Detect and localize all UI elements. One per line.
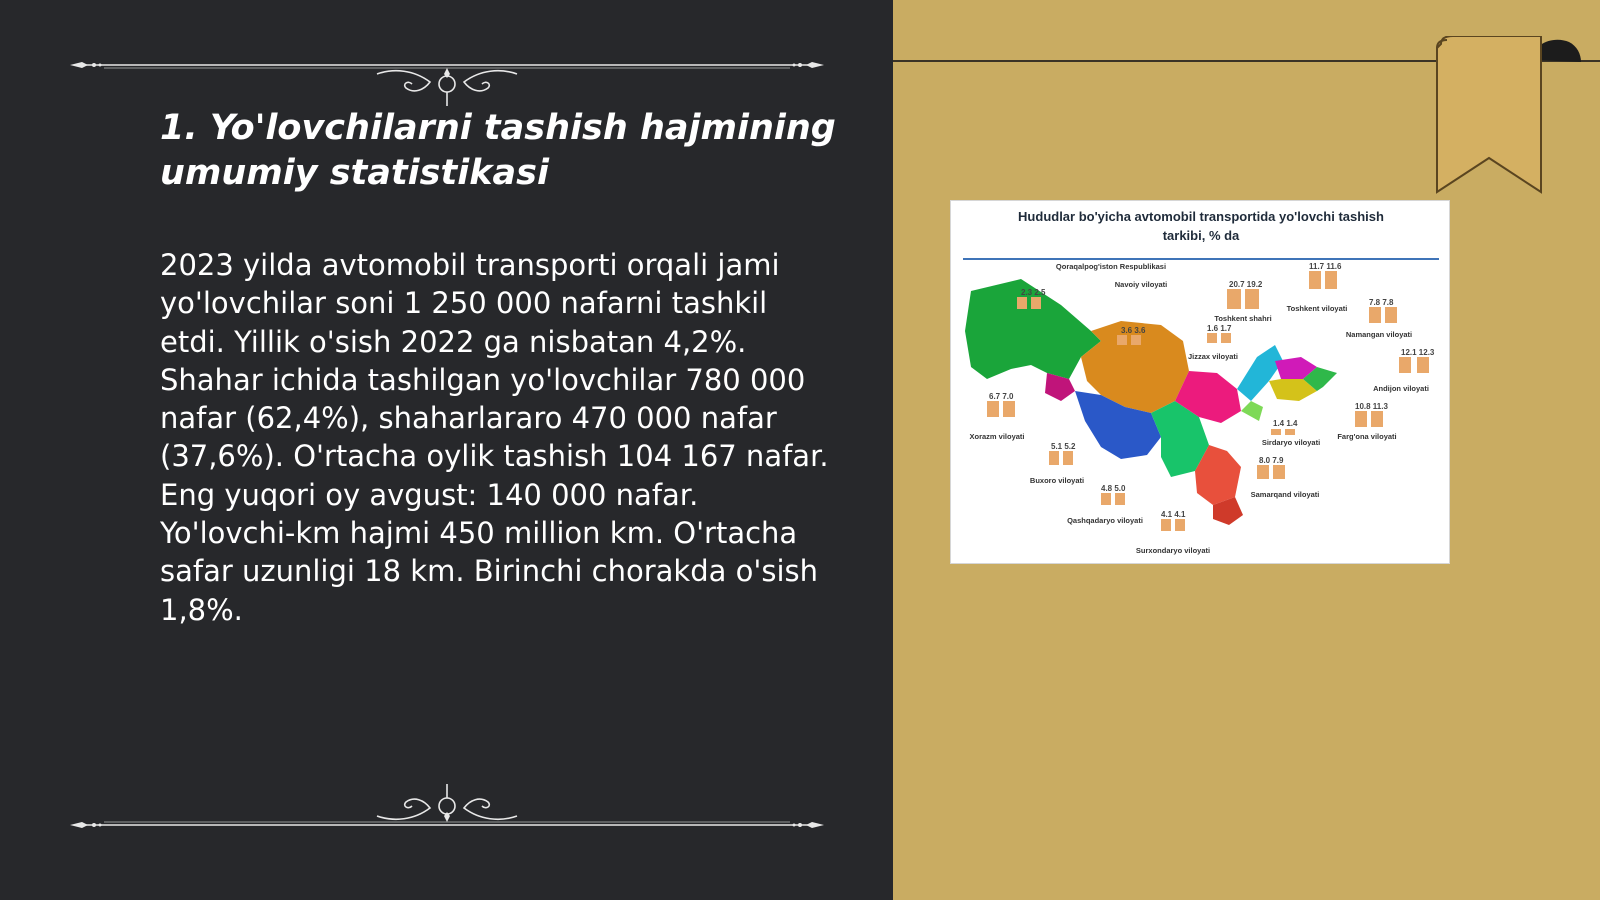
region-name-label: Farg'ona viloyati xyxy=(1337,432,1397,441)
region-value-label: 8.0 7.9 xyxy=(1259,456,1284,465)
region-name-label: Navoiy viloyati xyxy=(1114,280,1168,289)
region-name-label: Buxoro viloyati xyxy=(1029,476,1085,485)
region-name-label: Surxondaryo viloyati xyxy=(1135,546,1211,555)
region-value-label: 5.1 5.2 xyxy=(1051,442,1076,451)
slide-title: 1. Yo'lovchilarni tashish hajmining umumiy statistikasi xyxy=(160,108,836,193)
bottom-ornament-divider xyxy=(64,772,830,832)
region-value-label: 1.6 1.7 xyxy=(1207,324,1232,333)
region-name-label: Qoraqalpog'iston Respublikasi xyxy=(1055,262,1167,271)
top-ornament-divider xyxy=(64,48,830,108)
region-value-label: 4.1 4.1 xyxy=(1161,510,1186,519)
region-khorezm xyxy=(1045,373,1075,401)
regional-map-infographic xyxy=(950,200,1450,564)
uzbekistan-map xyxy=(951,261,1451,565)
region-value-label: 7.8 7.8 xyxy=(1369,298,1394,307)
region-value-label: 1.4 1.4 xyxy=(1273,419,1298,428)
slide-body-text: 2023 yilda avtomobil transporti orqali jami yo'lovchilar soni 1 250 000 nafarni tashkil etdi. Yillik o'sish 2022 ga nisbatan 4,2%. Shahar ichida tashilgan yo'lovchilar 780 000 nafar (62,4%), shaharlararo 470 000 nafar (37,6%). O'rtacha oylik tashish 104 167 nafar. Eng yuqori oy avgust: 140 000 nafar. Yo'lovchi-km hajmi 450 million km. O'rtacha safar uzunligi 18 km. Birinchi chorakda o'sish 1,8%. xyxy=(160,248,829,627)
region-value-label: 3.6 3.6 xyxy=(1121,326,1146,335)
region-name-label: Xorazm viloyati xyxy=(969,432,1025,441)
region-name-label: Samarqand viloyati xyxy=(1250,490,1320,499)
region-value-label: 20.7 19.2 xyxy=(1229,280,1263,289)
region-name-label: Namangan viloyati xyxy=(1345,330,1413,339)
bookmark-ribbon-icon xyxy=(1423,36,1583,198)
region-value-label: 12.1 12.3 xyxy=(1401,348,1435,357)
region-value-label: 10.8 11.3 xyxy=(1355,402,1388,411)
region-value-label: 11.7 11.6 xyxy=(1309,262,1342,271)
map-title: Hududlar bo'yicha avtomobil transportida yo'lovchi tashish tarkibi, % da xyxy=(1018,209,1384,243)
region-name-label: Andijon viloyati xyxy=(1373,384,1429,393)
region-name-label: Toshkent shahri xyxy=(1214,314,1272,323)
region-name-label: Qashqadaryo viloyati xyxy=(1067,516,1143,525)
region-name-label: Sirdaryo viloyati xyxy=(1261,438,1321,447)
right-panel xyxy=(893,0,1600,900)
region-value-label: 4.8 5.0 xyxy=(1101,484,1126,493)
region-name-label: Toshkent viloyati xyxy=(1286,304,1348,313)
region-value-label: 2.3 2.5 xyxy=(1021,288,1046,297)
map-title-rule xyxy=(963,258,1439,260)
region-name-label: Jizzax viloyati xyxy=(1187,352,1239,361)
region-syrdarya xyxy=(1241,401,1263,421)
region-value-label: 6.7 7.0 xyxy=(989,392,1014,401)
